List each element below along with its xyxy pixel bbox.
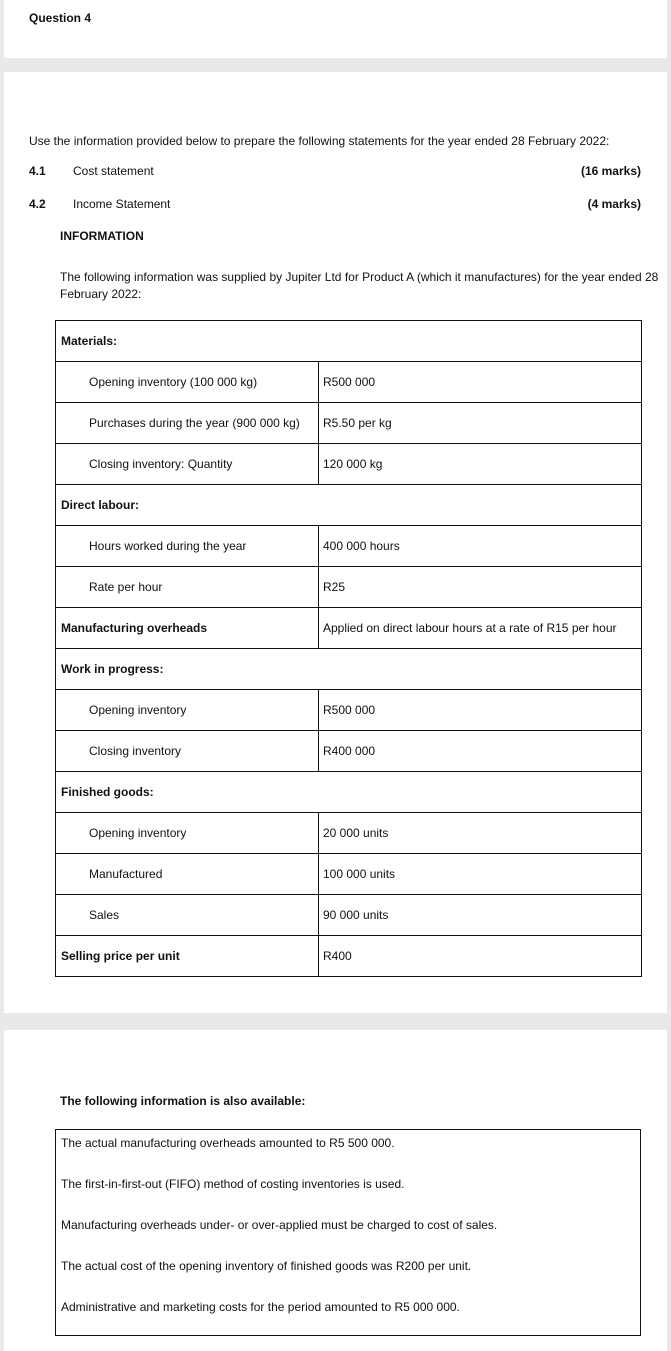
table-row (56, 895, 642, 936)
table-row (56, 444, 642, 485)
overheads-value: Applied on direct labour hours at a rate of R15 per hour (319, 608, 642, 649)
info-line: Manufacturing overheads under- or over-applied must be charged to cost of sales. (61, 1218, 498, 1232)
task-marks: (16 marks) (580, 164, 641, 178)
also-heading: The following information is also available: (60, 1094, 306, 1108)
labour-header: Direct labour: (56, 485, 642, 526)
info-intro-line: February 2022: (60, 287, 142, 301)
table-row (56, 772, 642, 813)
row-label: Rate per hour (56, 567, 319, 608)
info-line: The actual manufacturing overheads amounted to R5 500 000. (61, 1136, 395, 1150)
table-row (56, 813, 642, 854)
additional-info-card (4, 1030, 667, 1351)
finished-goods-header: Finished goods: (56, 772, 642, 813)
row-value: 400 000 hours (319, 526, 642, 567)
table-row (56, 690, 642, 731)
row-value: 120 000 kg (319, 444, 642, 485)
table-row (56, 526, 642, 567)
row-value: R500 000 (319, 362, 642, 403)
task-number: 4.2 (29, 197, 46, 211)
row-label: Closing inventory (56, 731, 319, 772)
row-label: Closing inventory: Quantity (56, 444, 319, 485)
table-row (56, 649, 642, 690)
row-value: R500 000 (319, 690, 642, 731)
info-heading: INFORMATION (60, 229, 144, 243)
row-value: R5.50 per kg (319, 403, 642, 444)
table-row (56, 321, 642, 362)
row-label: Opening inventory (56, 690, 319, 731)
info-line: The actual cost of the opening inventory of finished goods was R200 per unit. (61, 1259, 472, 1273)
table-row (56, 936, 642, 977)
info-line: Administrative and marketing costs for the period amounted to R5 000 000. (61, 1300, 460, 1314)
info-intro-line: The following information was supplied by Jupiter Ltd for Product A (which it manufactures) for the year ended 28 (60, 270, 659, 284)
row-label: Purchases during the year (900 000 kg) (56, 403, 319, 444)
row-label: Manufactured (56, 854, 319, 895)
information-table (55, 320, 642, 977)
row-value: 20 000 units (319, 813, 642, 854)
row-value: 90 000 units (319, 895, 642, 936)
table-row (56, 403, 642, 444)
task-label: Income Statement (73, 197, 171, 211)
question-header-card (4, 0, 667, 58)
row-label: Opening inventory (56, 813, 319, 854)
overheads-label: Manufacturing overheads (56, 608, 319, 649)
row-label: Sales (56, 895, 319, 936)
task-number: 4.1 (29, 164, 46, 178)
table-row (56, 854, 642, 895)
wip-header: Work in progress: (56, 649, 642, 690)
selling-price-value: R400 (319, 936, 642, 977)
table-row (56, 362, 642, 403)
table-row (56, 485, 642, 526)
materials-header: Materials: (56, 321, 642, 362)
table-row (56, 608, 642, 649)
task-marks: (4 marks) (587, 197, 641, 211)
question-title: Question 4 (29, 11, 92, 25)
row-label: Opening inventory (100 000 kg) (56, 362, 319, 403)
additional-info-table (55, 1129, 641, 1336)
table-row (56, 567, 642, 608)
row-value: 100 000 units (319, 854, 642, 895)
row-label: Hours worked during the year (56, 526, 319, 567)
row-value: R400 000 (319, 731, 642, 772)
question-body-card (4, 72, 667, 1013)
task-label: Cost statement (73, 164, 154, 178)
selling-price-label: Selling price per unit (56, 936, 319, 977)
intro-text: Use the information provided below to prepare the following statements for the year ended 28 February 2022: (29, 134, 610, 148)
table-row (56, 731, 642, 772)
info-line: The first-in-first-out (FIFO) method of costing inventories is used. (61, 1177, 405, 1191)
row-value: R25 (319, 567, 642, 608)
